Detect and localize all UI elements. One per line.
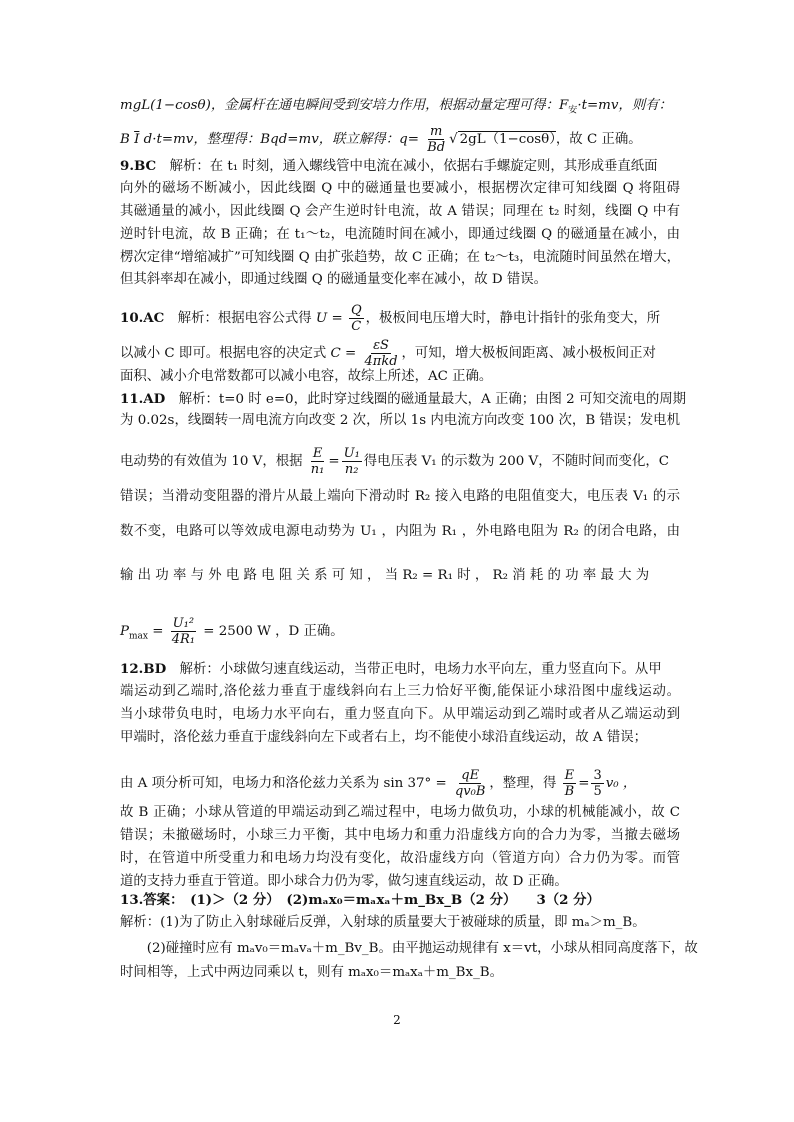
q12-text: 由 A 项分析可知，电场力和洛伦兹力关系为 sin 37° = (120, 776, 447, 791)
q12-text: 甲端时，洛伦兹力垂直于虚线斜向左下或者右上，均不能使小球沿直线运动，故 A 错误； (120, 730, 648, 745)
q11-line-5 (120, 523, 680, 541)
q12-line-8 (120, 850, 680, 868)
q13-text: (2)碰撞时应有 mₐv₀＝mₐvₐ＋m_Bv_B。由平抛运动规律有 x＝vt，小球从相同高度落下，故 (120, 941, 698, 956)
frac-num: 3 (593, 768, 602, 783)
q10-text: ，极板间电压增大时，静电计指针的张角变大，所 (365, 311, 661, 326)
q11-line-1 (120, 390, 687, 409)
fraction (453, 768, 487, 799)
eq-sign: = (328, 454, 340, 469)
sqrt-body: 2gL（1−cosθ） (459, 132, 556, 147)
q10-text: 面积、减小介电常数都可以减小电容，故综上所述，AC 正确。 (120, 369, 493, 384)
frac-den: n₂ (344, 462, 359, 477)
fraction (563, 768, 577, 799)
frac-num: E (312, 446, 323, 461)
q8-line-2 (120, 124, 680, 155)
q9-line-3 (120, 203, 680, 221)
q9-text: 解析：在 t₁ 时刻，通入螺线管中电流在减小，依据右手螺旋定则，其形成垂直纸面 (156, 159, 658, 174)
q12-line-2 (120, 683, 680, 701)
frac-den: Bd (427, 140, 446, 155)
q12-line-7 (120, 827, 680, 845)
q11-text: 数不变，电路可以等效成电源电动势为 U₁ ，内阻为 R₁ ，外电路电阻为 R₂ 的闭合电路，由 (120, 524, 680, 539)
q11-text: 电动势的有效值为 10 V，根据 (120, 454, 303, 469)
frac-den: 5 (593, 784, 602, 799)
q11-text: 错误；当滑动变阻器的滑片从最上端向下滑动时 R₂ 接入电路的电阻值变大，电压表 V₁ 的示 (120, 489, 680, 504)
p-sub: max (129, 631, 148, 642)
page-number: 2 (393, 1013, 401, 1027)
q13-answer-text: 13.答案： (1)＞（2 分） (2)mₐx₀＝mₐxₐ＋m_Bx_B（2 分） 3（2 分） (120, 892, 600, 908)
frac-num: qE (461, 768, 480, 783)
frac-num: εS (373, 338, 389, 353)
q10-text: 解析：根据电容公式得 (164, 311, 312, 326)
q9-line-1 (120, 157, 680, 176)
q9-text: 但其斜率却在减小，即通过线圈 Q 的磁通量变化率在减小，故 D 错误。 (120, 272, 548, 287)
q9-text: 逆时针电流，故 B 正确；在 t₁～t₂，电流随时间在减小，即通过线圈 Q 的磁通量在减小，由 (120, 227, 680, 242)
q12-text: ，整理，得 (489, 776, 557, 791)
q11-text: 输 出 功 率 与 外 电 路 电 阻 关 系 可 知 ， 当 R₂ = R₁ 时 ， R₂ 消 耗 的 功 率 最 大 为 (120, 568, 650, 583)
q9-text: 楞次定律“增缩减扩”可知线圈 Q 由扩张趋势，故 C 正确；在 t₂～t₃，电流随时间虽然在增大， (120, 250, 680, 265)
fraction (425, 124, 447, 155)
q9-line-4 (120, 226, 680, 244)
q12-text: 端运动到乙端时,洛伦兹力垂直于虚线斜向右上三力恰好平衡,能保证小球沿图中虚线运动。 (120, 684, 680, 699)
q10-text: 以减小 C 即可。根据电容的决定式 (120, 346, 327, 361)
frac-den: 4R₁ (171, 632, 196, 647)
q13-line-1 (120, 914, 680, 932)
sqrt-sign: √ (449, 132, 458, 147)
q13-line-2 (120, 940, 698, 958)
q12-head: 12.BD (120, 661, 167, 677)
q8-text: mgL(1−cosθ)，金属杆在通电瞬间受到安培力作用，根据动量定理可得：F (120, 98, 569, 113)
frac-den: qv₀B (454, 784, 486, 799)
eq-sign: = (578, 776, 590, 791)
q9-text: 向外的磁场不断减小，因此线圈 Q 中的磁通量也要减小，根据楞次定律可知线圈 Q 将阻碍 (120, 181, 680, 196)
q8-text: d·t=mv，整理得：Bqd=mv，联立解得：q= (139, 132, 419, 147)
q12-line-6 (120, 804, 680, 822)
frac-den: C (351, 319, 362, 334)
frac-num: U₁ (343, 446, 360, 461)
q12-line-1 (120, 660, 680, 679)
q10-line-3 (120, 368, 680, 386)
q10-text: ，可知，增大极板间距离、减小极板间正对 (401, 346, 656, 361)
q12-text: 时，在管道中所受重力和电场力均没有变化，故沿虚线方向（管道方向）合力仍为零。而管 (120, 851, 680, 866)
frac-num: Q (350, 303, 362, 318)
q12-text: 解析：小球做匀速直线运动，当带正电时，电场力水平向左，重力竖直向下。从甲 (166, 662, 662, 677)
frac-num: E (564, 768, 575, 783)
q11-text: = 2500 W ，D 正确。 (199, 624, 344, 639)
q9-line-5 (120, 249, 680, 267)
q8-text: B (120, 132, 130, 147)
q9-text: 其磁通量的减小，因此线圈 Q 会产生逆时针电流，故 A 错误；同理在 t₂ 时刻，线圈 Q 中有 (120, 204, 680, 219)
q11-line-7 (120, 616, 680, 647)
q12-text: 故 B 正确；小球从管道的甲端运动到乙端过程中，电场力做负功，小球的机械能减小，故 C (120, 805, 680, 820)
q10-head: 10.AC (120, 310, 165, 326)
fraction (309, 446, 327, 477)
q13-answer (120, 891, 680, 909)
q9-line-2 (120, 180, 680, 198)
q12-line-3 (120, 706, 680, 724)
q11-text: 解析：t=0 时 e=0，此时穿过线圈的磁通量最大，A 正确；由图 2 可知交流电的周期 (165, 392, 687, 407)
q13-line-3 (120, 964, 680, 982)
q12-text: 道的支持力垂直于管道。即小球合力仍为零，做匀速直线运动，故 D 正确。 (120, 874, 568, 889)
q12-line-9 (120, 873, 680, 891)
q9-line-6 (120, 271, 680, 289)
q8-line-1 (120, 97, 680, 115)
q11-line-4 (120, 488, 680, 506)
q12-text: 错误；未撤磁场时，小球三力平衡，其中电场力和重力沿虚线方向的合力为零，当撤去磁场 (120, 828, 680, 843)
frac-num: m (429, 124, 443, 139)
eq-lhs: C = (330, 346, 357, 361)
q12-text: 当小球带负电时，电场力水平向右，重力竖直向下。从甲端运动到乙端时或者从乙端运动到 (120, 707, 680, 722)
eq-lhs: U = (315, 311, 343, 326)
frac-den: n₁ (310, 462, 325, 477)
fraction (349, 303, 364, 334)
fraction (342, 446, 362, 477)
q12-line-5 (120, 768, 680, 799)
q10-line-1 (120, 303, 680, 334)
q12-line-4 (120, 729, 680, 747)
frac-num: U₁² (172, 616, 195, 631)
q12-text: v₀ ， (605, 776, 637, 791)
p-symbol: P (120, 624, 130, 639)
fraction (170, 616, 197, 647)
q11-text: 为 0.02s，线圈转一周电流方向改变 2 次，所以 1s 内电流方向改变 100 次，B 错误；发电机 (120, 413, 680, 428)
frac-den: B (564, 784, 575, 799)
fraction (591, 768, 603, 799)
fraction (363, 338, 400, 369)
q11-text: 得电压表 V₁ 的示数为 200 V，不随时间而变化，C (363, 454, 669, 469)
q8-text: ·t=mv，则有： (577, 98, 672, 113)
q10-line-2 (120, 338, 680, 369)
q11-line-6 (120, 567, 680, 585)
frac-den: 4πkd (364, 354, 398, 369)
q13-text: 解析：(1)为了防止入射球碰后反弹，入射球的质量要大于被碰球的质量，即 mₐ＞m_B。 (120, 915, 646, 930)
q8-text: ，故 C 正确。 (555, 132, 642, 147)
q8-text: $\overline{I}$ (134, 132, 140, 147)
q13-text: 时间相等，上式中两边同乘以 t，则有 mₐx₀＝mₐxₐ＋m_Bx_B。 (120, 965, 503, 980)
q9-head: 9.BC (120, 158, 157, 174)
q11-line-3 (120, 446, 680, 477)
q11-line-2 (120, 412, 680, 430)
eq-sign: = (148, 624, 168, 639)
q11-head: 11.AD (120, 391, 166, 407)
q8-sub: 安 (568, 105, 578, 116)
